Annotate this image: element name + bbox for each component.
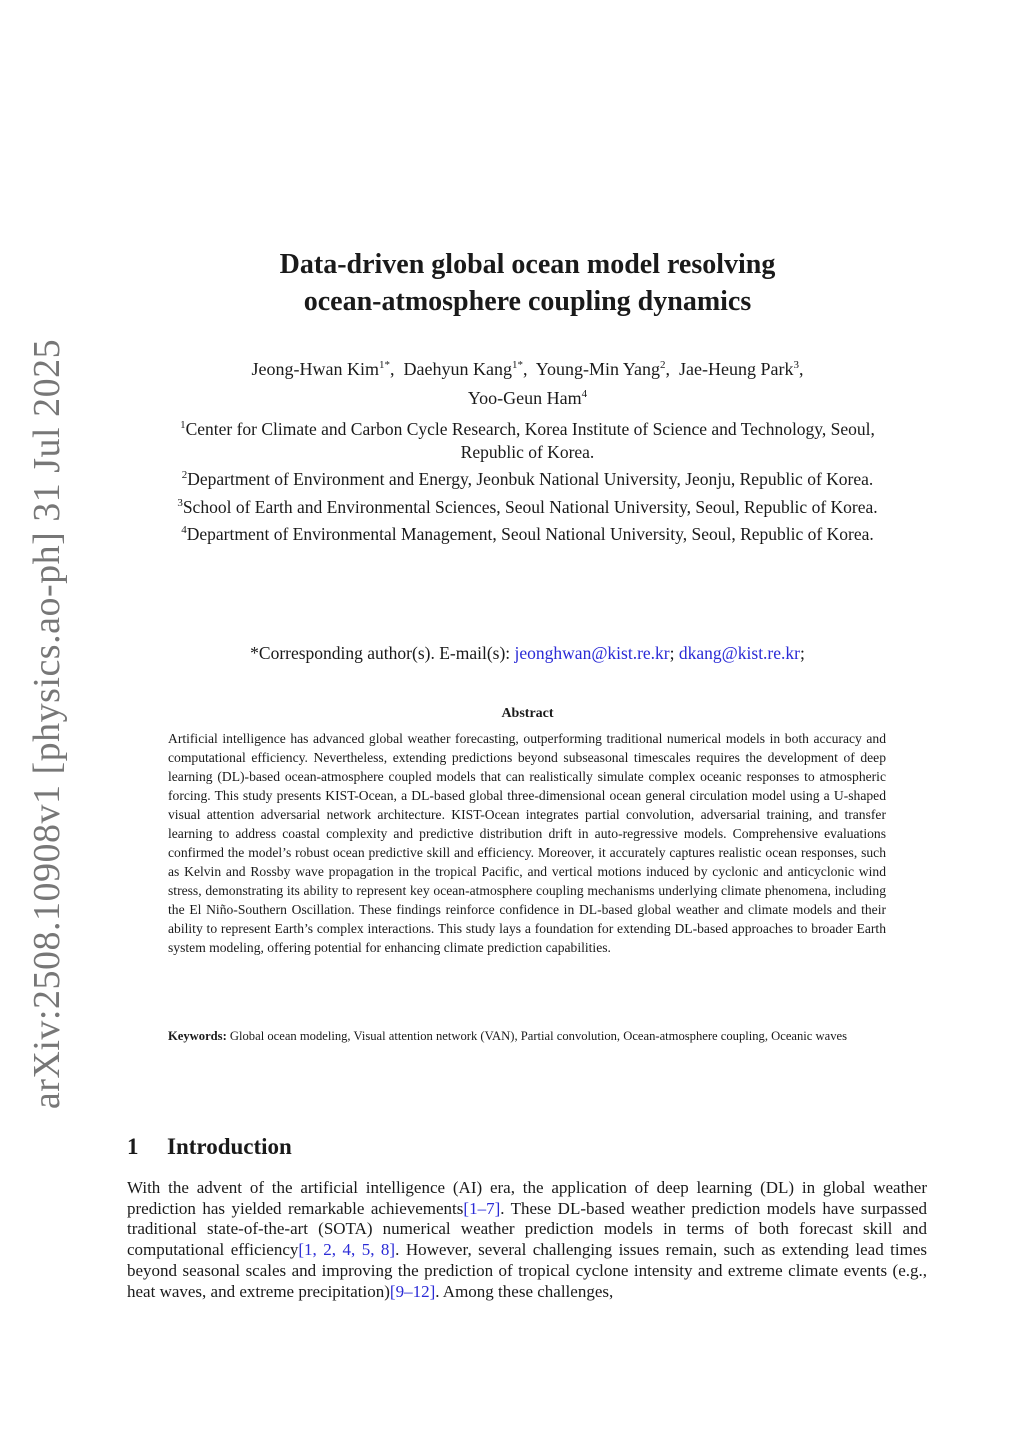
citation-link[interactable]: [1, 2, 4, 5, 8] <box>298 1240 396 1260</box>
citation-link[interactable]: [1–7] <box>463 1198 501 1218</box>
affiliation: $^3$School of Earth and Environmental Sciences, Seoul National University, Seoul, Republic of Korea. <box>177 496 878 517</box>
author-name: Daehyun Kang <box>403 359 512 379</box>
affiliation: $^1$Center for Climate and Carbon Cycle Research, Korea Institute of Science and Technology, Seoul, Republic of Korea. <box>180 418 875 463</box>
keywords-label: Keywords: <box>168 1029 227 1043</box>
author-name: Yoo-Geun Ham <box>467 388 582 408</box>
author-affiliation-mark: 1* <box>511 359 523 371</box>
section-heading-introduction <box>127 1134 292 1160</box>
corresponding-author: *Corresponding author(s). E-mail(s): jeonghwan@kist.re.kr; dkang@kist.re.kr; <box>250 643 805 663</box>
author-affiliation-mark: 4 <box>581 388 588 400</box>
keywords <box>168 1028 886 1045</box>
keywords-text: Global ocean modeling, Visual attention network (VAN), Partial convolution, Ocean-atmosphere coupling, Oceanic waves <box>226 1029 848 1043</box>
title-line-2: ocean-atmosphere coupling dynamics <box>303 286 752 317</box>
affiliation: $^2$Department of Environment and Energy, Jeonbuk National University, Jeonju, Republic of Korea. <box>181 469 874 490</box>
arxiv-stamp <box>12 0 82 1448</box>
title-line-1: Data-driven global ocean model resolving <box>279 249 776 280</box>
abstract-heading: Abstract <box>501 706 554 721</box>
abstract-text: Artificial intelligence has advanced global weather forecasting, outperforming traditional numerical models in both accuracy and computational efficiency. Nevertheless, extending predictions beyond subseasonal timescales requires the development of deep learning (DL)-based ocean-atmosphere coupled models that can realistically simulate complex oceanic responses to atmospheric forcing. This study presents KIST-Ocean, a DL-based global three-dimensional ocean general circulation model using a U-shaped visual attention adversarial network architecture. KIST-Ocean integrates partial convolution, adversarial training, and transfer learning to address coastal complexity and predictive distribution drift in auto-regressive models. Comprehensive evaluations confirmed the model’s robust ocean predictive skill and efficiency. Moreover, it accurately captures realistic ocean responses, such as Kelvin and Rossby wave propagation in the tropical Pacific, and vertical motions induced by cyclonic and anticyclonic wind stress, demonstrating its ability to represent key ocean-atmosphere coupling mechanisms underlying climate phenomena, including the El Niño-Southern Oscillation. These findings reinforce confidence in DL-based global weather and climate models and their ability to represent Earth’s complex interactions. This study lays a foundation for extending DL-based approaches to broader Earth system modeling, offering potential for enhancing climate prediction capabilities. <box>168 731 886 955</box>
author-name: Jeong-Hwan Kim <box>251 359 379 379</box>
author-name: Young-Min Yang <box>535 359 661 379</box>
email-link-2[interactable]: dkang@kist.re.kr <box>678 643 800 663</box>
citation-link[interactable]: [9–12] <box>389 1281 436 1301</box>
email-link-1[interactable]: jeonghwan@kist.re.kr <box>514 643 670 663</box>
author-list: Jeong-Hwan Kim$^{1*}$, Daehyun Kang$^{1*}$, Young-Min Yang$^2$, Jae-Heung Park$^3$, Yoo-Geun Ham$^4$ <box>251 359 804 408</box>
affiliation-list <box>150 414 905 546</box>
section-title: Introduction <box>167 1134 292 1159</box>
author-affiliation-mark: 1* <box>378 359 390 371</box>
introduction-paragraph: With the advent of the artificial intelligence (AI) era, the application of deep learning (DL) in global weather prediction has yielded remarkable achievements[1–7]. These DL-based weather prediction models have surpassed traditional state-of-the-art (SOTA) numerical weather prediction models in terms of both forecast skill and computational efficiency[1, 2, 4, 5, 8]. However, several challenging issues remain, such as extending lead times beyond seasonal scales and improving the prediction of tropical cyclone intensity and extreme climate events (e.g., heat waves, and extreme precipitation)[9–12]. Among these challenges, <box>127 1178 927 1301</box>
author-affiliation-mark: 3 <box>793 359 799 371</box>
arxiv-identifier[interactable]: arXiv:2508.10908v1 [physics.ao-ph] 31 Jul 2025 <box>26 338 68 1110</box>
author-affiliation-mark: 2 <box>660 359 666 371</box>
paper-title <box>130 246 925 320</box>
section-number: 1 <box>127 1134 139 1159</box>
affiliation: $^4$Department of Environmental Management, Seoul National University, Seoul, Republic of Korea. <box>181 523 874 544</box>
author-name: Jae-Heung Park <box>679 359 794 379</box>
